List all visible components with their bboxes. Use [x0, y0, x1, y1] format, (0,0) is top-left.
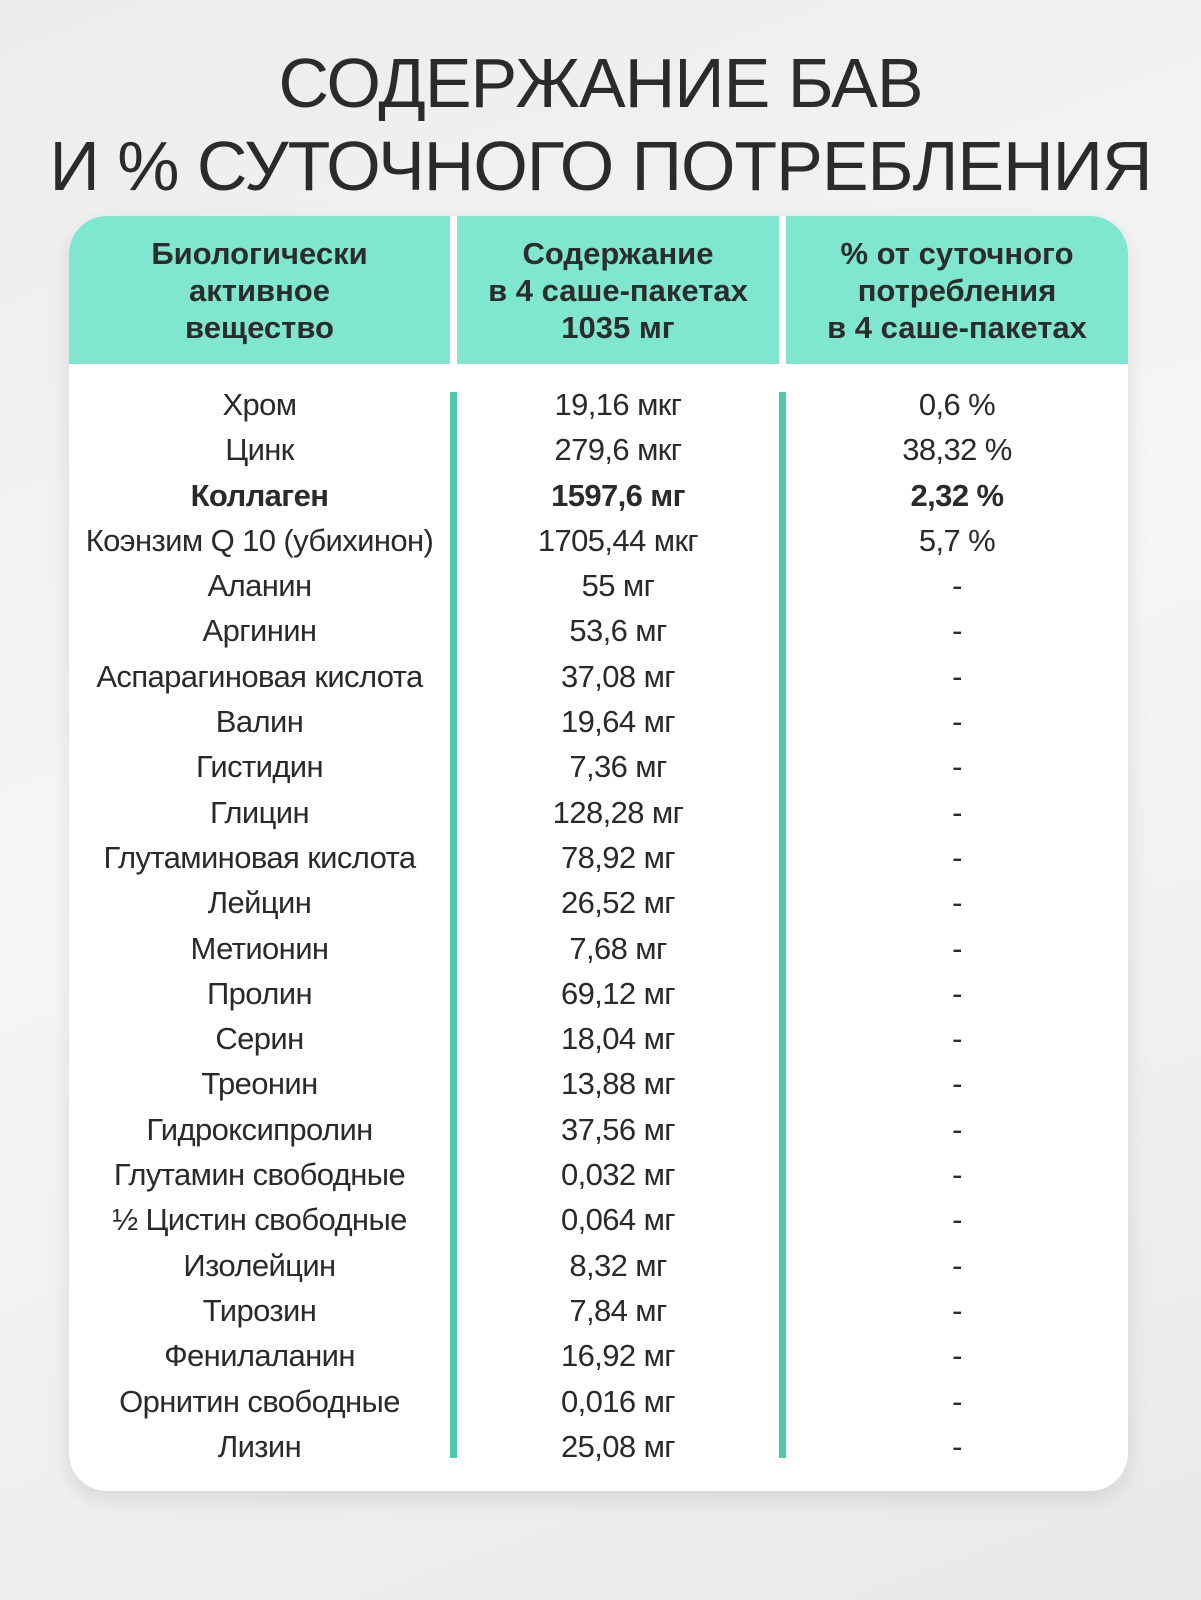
- cell-substance: Аспарагиновая кислота: [96, 658, 423, 694]
- cell-amount: 18,04 мг: [560, 1021, 675, 1057]
- cell-amount: 7,84 мг: [569, 1292, 667, 1328]
- table-row: [69, 880, 1128, 925]
- table-row: [69, 1061, 1128, 1106]
- table-row: [69, 1424, 1128, 1469]
- cell-substance: ½ Цистин свободные: [112, 1202, 407, 1238]
- table-row: [69, 1243, 1128, 1288]
- cell-amount: 7,36 мг: [569, 749, 667, 785]
- cell-substance: Гидроксипролин: [146, 1111, 373, 1147]
- cell-substance: Метионин: [190, 930, 329, 966]
- table-row: [69, 1197, 1128, 1242]
- cell-substance: Пролин: [206, 975, 312, 1011]
- cell-amount: 0,064 мг: [560, 1202, 675, 1238]
- cell-amount: 53,6 мг: [569, 613, 667, 649]
- table-row: [69, 608, 1128, 653]
- table-row: [69, 382, 1128, 427]
- cell-amount: 8,32 мг: [569, 1247, 667, 1283]
- cell-substance: Орнитин свободные: [119, 1383, 400, 1419]
- table-row: [69, 518, 1128, 563]
- cell-amount: 55 мг: [581, 568, 655, 604]
- table-row: [69, 926, 1128, 971]
- header-percent-line-1: % от суточного: [840, 235, 1074, 271]
- cell-substance: Цинк: [225, 432, 294, 468]
- cell-amount: 0,032 мг: [560, 1157, 675, 1193]
- cell-daily-percent: -: [952, 839, 962, 875]
- header-substance-line-3: вещество: [185, 309, 334, 345]
- cell-daily-percent: -: [952, 975, 962, 1011]
- cell-substance: Хром: [222, 387, 297, 422]
- cell-amount: 13,88 мг: [560, 1066, 675, 1102]
- header-amount-line-3: 1035 мг: [561, 309, 675, 345]
- cell-substance: Аргинин: [202, 613, 317, 649]
- cell-amount: 7,68 мг: [569, 930, 667, 966]
- cell-daily-percent: -: [952, 568, 962, 604]
- cell-daily-percent: -: [952, 1383, 962, 1419]
- cell-amount: 78,92 мг: [560, 839, 675, 875]
- cell-daily-percent: 0,6 %: [918, 387, 996, 422]
- table-row: [69, 1016, 1128, 1061]
- cell-substance: Коэнзим Q 10 (убихинон): [85, 522, 434, 558]
- cell-amount: 25,08 мг: [560, 1428, 675, 1464]
- cell-daily-percent: -: [952, 1021, 962, 1057]
- table-row: [69, 563, 1128, 608]
- header-percent-line-2: потребления: [857, 272, 1057, 308]
- cell-substance: Изолейцин: [183, 1247, 336, 1283]
- cell-amount: 1705,44 мкг: [537, 522, 699, 558]
- cell-amount: 19,64 мг: [560, 704, 675, 740]
- header-substance: [69, 216, 450, 364]
- cell-amount: 0,016 мг: [560, 1383, 675, 1419]
- table-row: [69, 427, 1128, 472]
- table-row: [69, 835, 1128, 880]
- cell-amount: 19,16 мкг: [554, 387, 682, 422]
- cell-daily-percent: -: [952, 704, 962, 740]
- cell-daily-percent: -: [952, 1202, 962, 1238]
- cell-substance: Глутаминовая кислота: [103, 839, 416, 875]
- header-amount-line-1: Содержание: [522, 235, 714, 271]
- cell-substance: Лейцин: [207, 885, 312, 921]
- table-row: [69, 699, 1128, 744]
- cell-substance: Тирозин: [202, 1292, 317, 1328]
- nutrient-table: [69, 216, 1128, 1491]
- cell-daily-percent: -: [952, 1247, 962, 1283]
- cell-substance: Глицин: [209, 794, 310, 830]
- table-row: [69, 744, 1128, 789]
- table-row: [69, 1379, 1128, 1424]
- table-row: [69, 473, 1128, 518]
- cell-daily-percent: 2,32 %: [910, 477, 1004, 513]
- table-body: [69, 382, 1128, 1469]
- cell-daily-percent: -: [952, 1338, 962, 1374]
- cell-substance: Лизин: [217, 1428, 302, 1464]
- cell-substance: Валин: [215, 704, 304, 740]
- table-row: [69, 1288, 1128, 1333]
- cell-amount: 16,92 мг: [560, 1338, 675, 1374]
- header-substance-line-1: Биологически: [151, 235, 368, 271]
- table-row: [69, 1333, 1128, 1378]
- cell-daily-percent: 5,7 %: [918, 522, 996, 558]
- title-line-1: СОДЕРЖАНИЕ БАВ: [278, 44, 923, 122]
- cell-daily-percent: -: [952, 749, 962, 785]
- title-line-2: И % СУТОЧНОГО ПОТРЕБЛЕНИЯ: [49, 127, 1152, 205]
- cell-amount: 279,6 мкг: [554, 432, 682, 468]
- cell-amount: 128,28 мг: [552, 794, 684, 830]
- header-percent-line-3: в 4 саше-пакетах: [827, 309, 1087, 345]
- header-substance-line-2: активное: [189, 272, 330, 308]
- cell-daily-percent: -: [952, 1428, 962, 1464]
- cell-daily-percent: -: [952, 613, 962, 649]
- cell-daily-percent: -: [952, 1292, 962, 1328]
- cell-daily-percent: 38,32 %: [902, 432, 1012, 468]
- cell-amount: 37,56 мг: [560, 1111, 675, 1147]
- page-title: [0, 42, 1201, 208]
- cell-amount: 69,12 мг: [560, 975, 675, 1011]
- cell-substance: Гистидин: [195, 749, 324, 785]
- table-row: [69, 790, 1128, 835]
- table-row: [69, 1152, 1128, 1197]
- header-daily-percent: [786, 216, 1128, 364]
- cell-daily-percent: -: [952, 794, 962, 830]
- header-amount-line-2: в 4 саше-пакетах: [488, 272, 748, 308]
- cell-substance: Глутамин свободные: [113, 1157, 406, 1193]
- cell-daily-percent: -: [952, 1157, 962, 1193]
- cell-amount: 1597,6 мг: [551, 477, 685, 513]
- cell-substance: Коллаген: [190, 477, 329, 513]
- cell-daily-percent: -: [952, 1111, 962, 1147]
- cell-daily-percent: -: [952, 1066, 962, 1102]
- cell-amount: 37,08 мг: [560, 658, 675, 694]
- cell-daily-percent: -: [952, 885, 962, 921]
- table-row: [69, 1107, 1128, 1152]
- table-header: [69, 216, 1128, 364]
- cell-amount: 26,52 мг: [560, 885, 675, 921]
- cell-substance: Фенилаланин: [164, 1338, 355, 1374]
- cell-substance: Аланин: [207, 568, 312, 604]
- table-row: [69, 971, 1128, 1016]
- cell-daily-percent: -: [952, 930, 962, 966]
- cell-substance: Треонин: [201, 1066, 318, 1102]
- cell-substance: Серин: [215, 1021, 304, 1057]
- table-row: [69, 654, 1128, 699]
- cell-daily-percent: -: [952, 658, 962, 694]
- header-amount: [457, 216, 779, 364]
